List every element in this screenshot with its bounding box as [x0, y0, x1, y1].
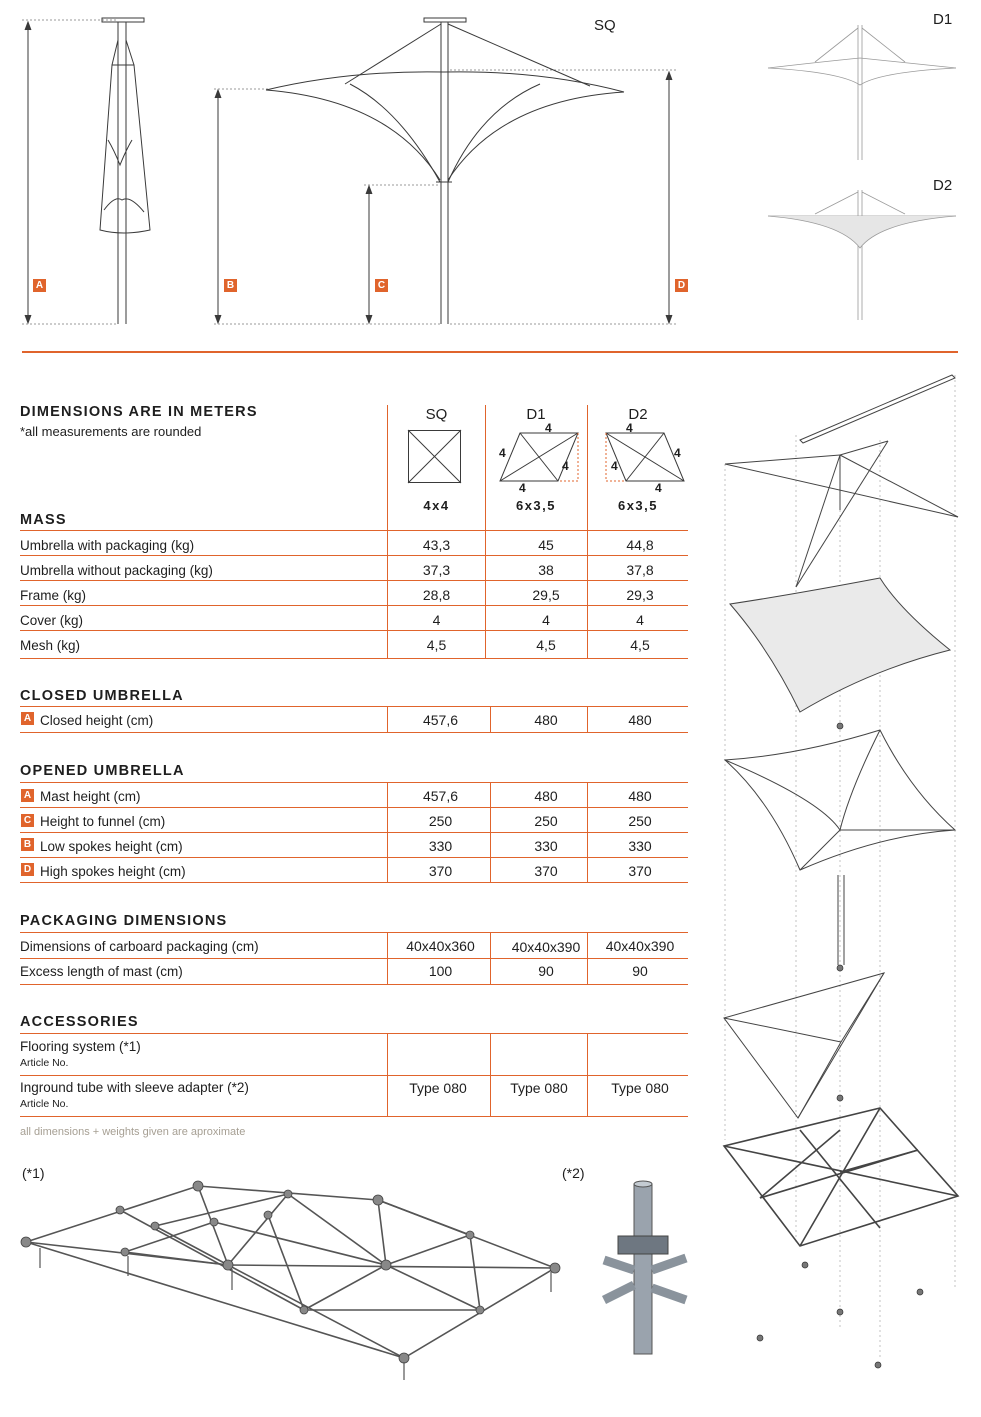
opened-row-value: 370 [628, 863, 652, 879]
badge-d: D [21, 863, 34, 876]
opened-row-value: 250 [628, 813, 652, 829]
accessory-value: Type 080 [510, 1080, 568, 1096]
packaging-row-value: 40x40x390 [605, 938, 675, 954]
accessory-label: Flooring system (*1) [20, 1039, 141, 1054]
section-accessories-title: ACCESSORIES [20, 1014, 139, 1030]
packaging-row-value: 40x40x390 [511, 939, 581, 955]
section-closed-title: CLOSED UMBRELLA [20, 688, 184, 704]
d2-dim-left: 4 [611, 459, 618, 473]
mass-row-label: Cover (kg) [20, 613, 84, 628]
ref-flooring: (*1) [22, 1165, 45, 1181]
packaging-row-label: Excess length of mast (cm) [20, 964, 183, 979]
packaging-row-value: 90 [632, 963, 648, 979]
mass-row-value: 4 [542, 612, 550, 628]
packaging-row-value: 90 [538, 963, 554, 979]
mass-row-label: Umbrella with packaging (kg) [20, 538, 195, 553]
mass-row-label: Umbrella without packaging (kg) [20, 563, 213, 578]
page-subtitle: *all measurements are rounded [20, 424, 202, 439]
opened-row-value: 480 [628, 788, 652, 804]
badge-c-top: C [375, 279, 388, 292]
packaging-row-label: Dimensions of carboard packaging (cm) [20, 939, 259, 954]
accessory-sub: Article No. [20, 1057, 69, 1069]
opened-row-value: 330 [428, 838, 453, 854]
accessory-value: Type 080 [611, 1080, 669, 1096]
packaging-row-value: 40x40x360 [406, 938, 475, 954]
packaging-row-value: 100 [428, 963, 453, 979]
closed-row-value: 480 [534, 712, 558, 728]
opened-row-value: 480 [534, 788, 558, 804]
badge-a: A [21, 789, 34, 802]
d1-size: 6x3,5 [515, 498, 557, 513]
d2-dim-bottom: 4 [655, 481, 662, 495]
closed-row-value: 457,6 [422, 712, 459, 728]
d1-dim-right: 4 [562, 459, 569, 473]
mass-row-value: 4 [432, 612, 441, 628]
sq-size: 4x4 [423, 498, 450, 513]
mass-row-label: Frame (kg) [20, 588, 87, 603]
opened-row-label: Low spokes height (cm) [40, 839, 183, 854]
ref-tube: (*2) [562, 1165, 585, 1181]
badge-d-top: D [675, 279, 688, 292]
d2-size: 6x3,5 [617, 498, 659, 513]
mass-row-value: 37,8 [626, 562, 654, 578]
badge-c: C [21, 814, 34, 827]
badge-a-top: A [33, 279, 46, 292]
page-title: DIMENSIONS ARE IN METERS [20, 404, 258, 420]
opened-row-label: Mast height (cm) [40, 789, 141, 804]
section-packaging-title: PACKAGING DIMENSIONS [20, 913, 228, 929]
mass-row-value: 44,8 [626, 537, 654, 553]
d2-dim-right: 4 [674, 446, 681, 460]
opened-row-value: 370 [428, 863, 453, 879]
opened-row-label: Height to funnel (cm) [40, 814, 166, 829]
mass-row-value: 45 [538, 537, 554, 553]
label-sq: SQ [594, 17, 616, 34]
col-header-sq: SQ [425, 406, 448, 423]
closed-row-label: Closed height (cm) [40, 713, 154, 728]
mass-row-value: 37,3 [422, 562, 451, 578]
mass-row-label: Mesh (kg) [20, 638, 81, 653]
label-d2: D2 [933, 177, 953, 194]
d2-dim-top: 4 [626, 421, 633, 435]
mass-row-value: 43,3 [422, 537, 451, 553]
badge-b: B [21, 838, 34, 851]
accessory-label: Inground tube with sleeve adapter (*2) [20, 1080, 249, 1095]
label-d1: D1 [933, 11, 953, 28]
opened-row-value: 457,6 [422, 788, 459, 804]
opened-row-value: 370 [534, 863, 558, 879]
d1-dim-bottom: 4 [519, 481, 526, 495]
footnote: all dimensions + weights given are aproximate [20, 1126, 246, 1138]
opened-row-value: 250 [428, 813, 453, 829]
d1-dim-top: 4 [545, 421, 552, 435]
mass-row-value: 29,3 [626, 587, 654, 603]
mass-row-value: 29,5 [532, 587, 560, 603]
badge-b-top: B [224, 279, 237, 292]
d1-dim-left: 4 [499, 446, 506, 460]
closed-row-value: 480 [628, 712, 652, 728]
accessory-value: Type 080 [409, 1080, 467, 1096]
accessory-sub: Article No. [20, 1098, 69, 1110]
mass-row-value: 38 [538, 562, 554, 578]
mass-row-value: 4 [636, 612, 644, 628]
section-mass-title: MASS [20, 512, 67, 528]
opened-row-label: High spokes height (cm) [40, 864, 186, 879]
col-header-d2: D2 [628, 406, 648, 423]
mass-row-value: 4,5 [630, 637, 650, 653]
section-opened-title: OPENED UMBRELLA [20, 763, 185, 779]
opened-row-value: 250 [534, 813, 558, 829]
opened-row-value: 330 [628, 838, 652, 854]
mass-row-value: 28,8 [422, 587, 451, 603]
opened-row-value: 330 [534, 838, 558, 854]
mass-row-value: 4,5 [536, 637, 556, 653]
mass-row-value: 4,5 [426, 637, 447, 653]
col-header-d1: D1 [526, 406, 546, 423]
badge-a: A [21, 712, 34, 725]
